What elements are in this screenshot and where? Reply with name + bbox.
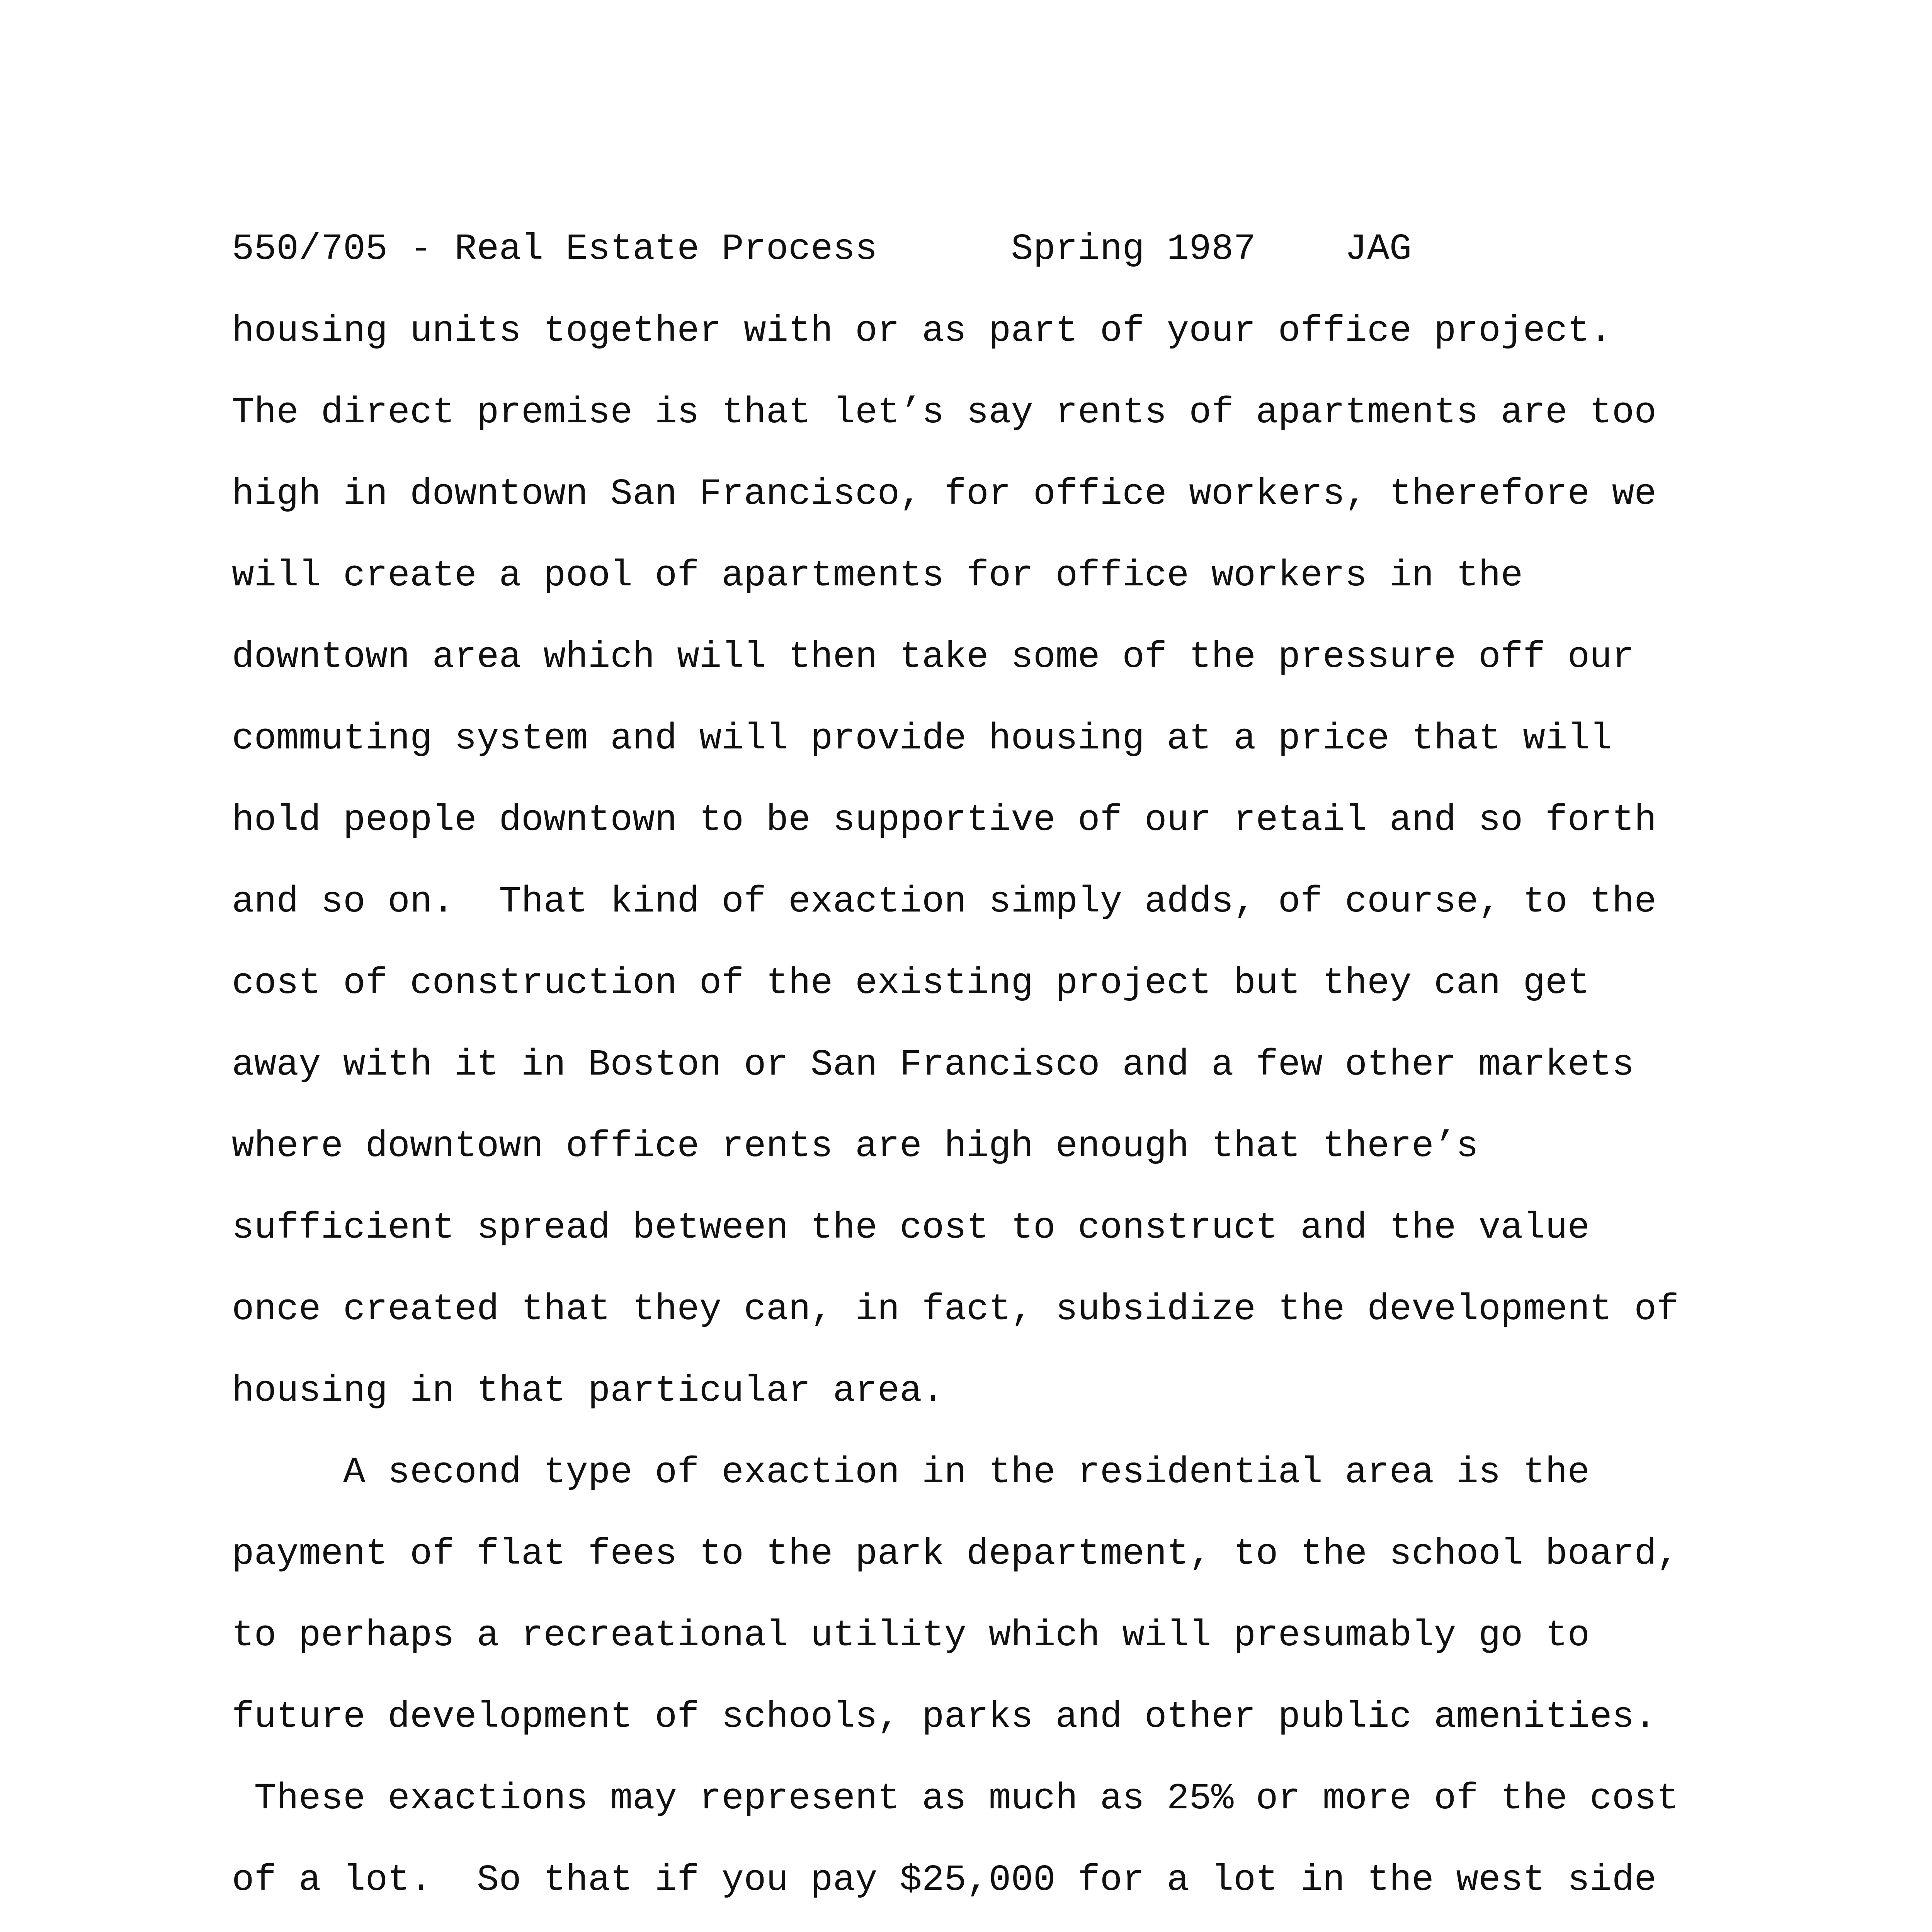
- body-line: housing units together with or as part of your office project.: [232, 310, 1612, 352]
- body-line: sufficient spread between the cost to construct and the value: [232, 1207, 1590, 1249]
- body-line: commuting system and will provide housing at a price that will: [232, 718, 1612, 760]
- body-line: will create a pool of apartments for office workers in the: [232, 554, 1523, 597]
- body-line: future development of schools, parks and other public amenities.: [232, 1696, 1656, 1738]
- body-line: of a lot. So that if you pay $25,000 for a lot in the west side: [232, 1859, 1656, 1901]
- body-line: downtown area which will then take some of the pressure off our: [232, 636, 1634, 678]
- body-line: once created that they can, in fact, subsidize the development of: [232, 1288, 1679, 1330]
- page-header: 550/705 - Real Estate Process Spring 1987 JAG: [232, 228, 1412, 270]
- body-line: away with it in Boston or San Francisco and a few other markets: [232, 1044, 1634, 1086]
- body-line: payment of flat fees to the park department, to the school board,: [232, 1533, 1679, 1575]
- body-line: high in downtown San Francisco, for office workers, therefore we: [232, 473, 1656, 515]
- body-line: to perhaps a recreational utility which will presumably go to: [232, 1614, 1590, 1656]
- body-line: A second type of exaction in the residential area is the: [232, 1451, 1590, 1493]
- body-line: The direct premise is that let’s say rents of apartments are too: [232, 391, 1656, 434]
- body-line: where downtown office rents are high enough that there’s: [232, 1125, 1479, 1167]
- body-line: cost of construction of the existing project but they can get: [232, 962, 1590, 1004]
- body-line: These exactions may represent as much as 25% or more of the cost: [232, 1777, 1679, 1820]
- body-line: housing in that particular area.: [232, 1370, 944, 1412]
- body-line: and so on. That kind of exaction simply adds, of course, to the: [232, 881, 1656, 923]
- body-line: hold people downtown to be supportive of our retail and so forth: [232, 799, 1656, 841]
